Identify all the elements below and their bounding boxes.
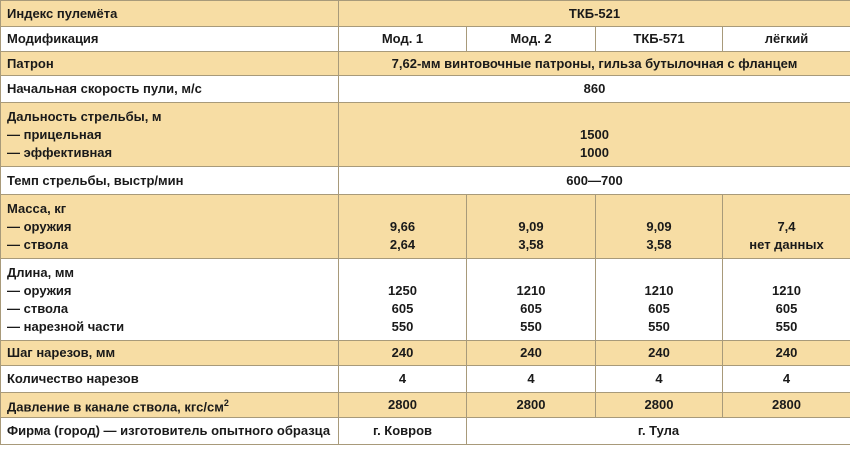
grooves-value: 4: [723, 366, 850, 393]
pressure-value: 2800: [596, 393, 723, 418]
mass-light: [723, 195, 850, 259]
mass-sub-weapon: — оружия: [7, 218, 72, 234]
range-label: Дальность стрельбы, м: [7, 108, 162, 124]
range-values-cell: [339, 103, 850, 167]
length-label: Длина, мм: [7, 264, 75, 280]
mass-sub-barrel: — ствола: [7, 236, 69, 252]
length-mod1: [339, 259, 467, 341]
row-pressure: [1, 393, 850, 418]
length-light: [723, 259, 850, 341]
length-rifled-value: 550: [648, 318, 670, 334]
grooves-value: 4: [596, 366, 723, 393]
firm-tula: г. Тула: [467, 418, 850, 445]
row-length: [1, 259, 850, 341]
length-sub-rifled: — нарезной части: [7, 318, 125, 334]
mass-barrel-value: нет данных: [749, 236, 824, 252]
mass-label-cell: [1, 195, 339, 259]
index-value: ТКБ-521: [339, 1, 850, 27]
length-weapon-value: 1210: [516, 282, 546, 298]
mod-light: лёгкий: [723, 27, 850, 52]
cartridge-value: 7,62-мм винтовочные патроны, гильза бутылочная с фланцем: [339, 52, 850, 76]
firm-kovrov: г. Ковров: [339, 418, 467, 445]
length-rifled-value: 550: [520, 318, 542, 334]
mass-label: Масса, кг: [7, 200, 67, 216]
pressure-label-cell: [1, 393, 339, 418]
mod-2: Мод. 2: [467, 27, 596, 52]
length-sub-barrel: — ствола: [7, 300, 69, 316]
row-velocity: [1, 76, 850, 103]
mass-tkb571: [596, 195, 723, 259]
row-modification: [1, 27, 850, 52]
length-weapon-value: 1250: [388, 282, 417, 298]
mass-mod1: [339, 195, 467, 259]
row-twist: [1, 341, 850, 366]
length-sub-weapon: — оружия: [7, 282, 72, 298]
row-grooves: [1, 366, 850, 393]
row-range: [1, 103, 850, 167]
pressure-value: 2800: [723, 393, 850, 418]
mass-barrel-value: 3,58: [646, 236, 672, 252]
length-tkb571: [596, 259, 723, 341]
twist-value: 240: [596, 341, 723, 366]
mass-barrel-value: 2,64: [389, 236, 416, 252]
row-mass: [1, 195, 850, 259]
grooves-label: Количество нарезов: [1, 366, 339, 393]
range-label-cell: [1, 103, 339, 167]
mod-tkb571: ТКБ-571: [596, 27, 723, 52]
firm-label: Фирма (город) — изготовитель опытного образца: [1, 418, 339, 445]
length-rifled-value: 550: [775, 318, 798, 334]
range-sub-aimed: — прицельная: [7, 126, 102, 142]
grooves-value: 4: [339, 366, 467, 393]
range-aimed-value: 1500: [580, 126, 609, 142]
length-rifled-value: 550: [391, 318, 414, 334]
mass-mod2: [467, 195, 596, 259]
mass-weapon-value: 7,4: [777, 218, 796, 234]
mass-weapon-value: 9,66: [389, 218, 416, 234]
row-index: [1, 1, 850, 27]
length-label-cell: [1, 259, 339, 341]
mass-barrel-value: 3,58: [518, 236, 544, 252]
row-cartridge: [1, 52, 850, 76]
pressure-value: 2800: [339, 393, 467, 418]
twist-value: 240: [467, 341, 596, 366]
velocity-value: 860: [339, 76, 850, 103]
velocity-label: Начальная скорость пули, м/с: [1, 76, 339, 103]
mod-1: Мод. 1: [339, 27, 467, 52]
pressure-value: 2800: [467, 393, 596, 418]
row-firm: [1, 418, 850, 445]
length-mod2: [467, 259, 596, 341]
length-barrel-value: 605: [775, 300, 798, 316]
rate-value: 600—700: [339, 167, 850, 195]
cartridge-label: Патрон: [1, 52, 339, 76]
twist-value: 240: [339, 341, 467, 366]
modification-label: Модификация: [1, 27, 339, 52]
mass-weapon-value: 9,09: [646, 218, 672, 234]
row-rate: [1, 167, 850, 195]
mass-weapon-value: 9,09: [518, 218, 544, 234]
length-barrel-value: 605: [648, 300, 670, 316]
twist-label: Шаг нарезов, мм: [1, 341, 339, 366]
range-effective-value: 1000: [580, 144, 609, 160]
grooves-value: 4: [467, 366, 596, 393]
rate-label: Темп стрельбы, выстр/мин: [1, 167, 339, 195]
range-sub-effective: — эффективная: [7, 144, 113, 160]
length-barrel-value: 605: [520, 300, 542, 316]
index-label: Индекс пулемёта: [1, 1, 339, 27]
length-weapon-value: 1210: [772, 282, 801, 298]
pressure-label: Давление в канале ствола, кгс/см: [7, 399, 224, 415]
pressure-label-sup: 2: [223, 397, 229, 408]
length-barrel-value: 605: [391, 300, 414, 316]
length-weapon-value: 1210: [644, 282, 674, 298]
twist-value: 240: [723, 341, 850, 366]
